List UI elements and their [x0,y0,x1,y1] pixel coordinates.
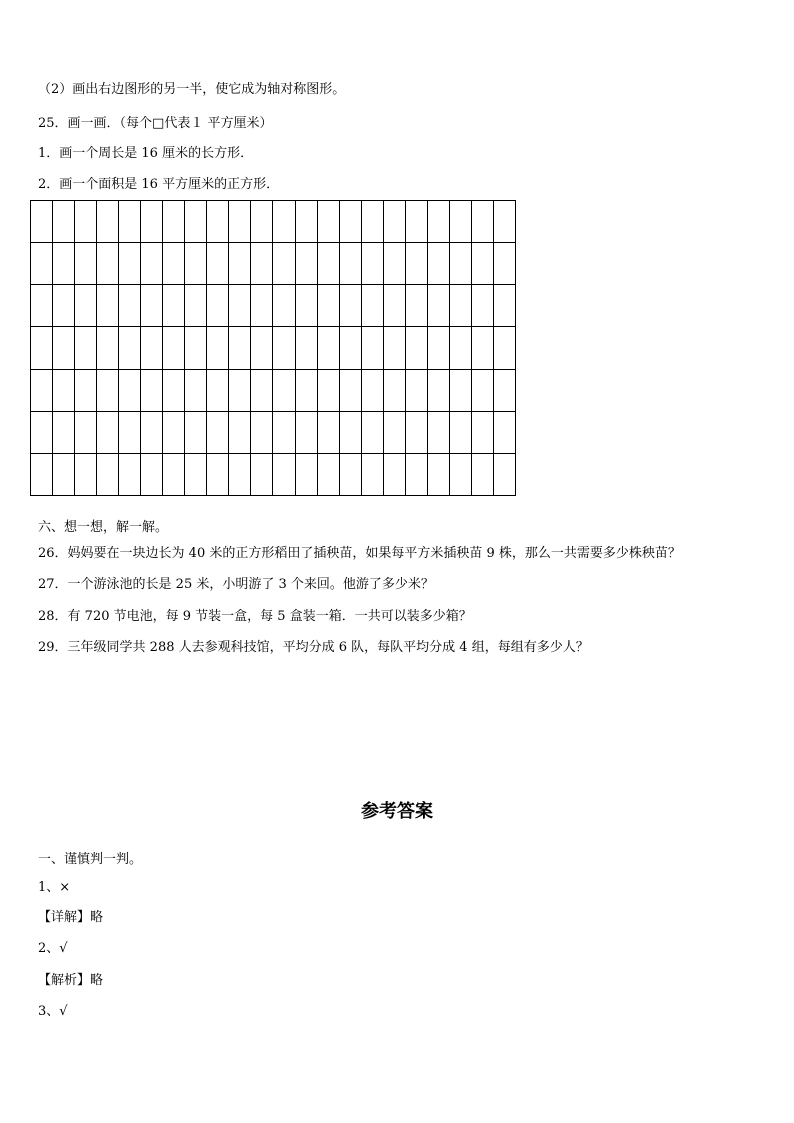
grid-cell [53,370,75,412]
grid-cell [384,243,406,285]
grid-cell [340,412,362,454]
grid-cell [141,454,163,496]
grid-cell [119,243,141,285]
grid-cell [31,327,53,369]
grid-cell [75,201,97,243]
grid-cell [207,412,229,454]
grid-cell [229,201,251,243]
grid-cell [251,201,273,243]
answer-3: 3、√ [38,1004,68,1019]
grid-cell [273,201,295,243]
grid-cell [251,454,273,496]
grid-cell [141,201,163,243]
grid-cell [472,285,494,327]
grid-cell [97,412,119,454]
grid-cell [472,327,494,369]
question-26: 26．妈妈要在一块边长为 40 米的正方形稻田了插秧苗，如果每平方米插秧苗 9 株，那么一共需要多少株秧苗？ [38,546,681,561]
answer-1-note: 【详解】略 [38,910,104,925]
grid-cell [185,412,207,454]
grid-cell [273,285,295,327]
answers-title: 参考答案 [361,801,433,822]
grid-cell [340,201,362,243]
grid-cell [141,243,163,285]
grid-cell [273,243,295,285]
grid-cell [207,243,229,285]
grid-cell [318,327,340,369]
grid-cell [296,243,318,285]
grid-cell [97,327,119,369]
grid-cell [53,285,75,327]
grid-cell [97,243,119,285]
grid-cell [163,412,185,454]
grid-cell [229,370,251,412]
question-27: 27．一个游泳池的长是 25 米，小明游了 3 个来回。他游了多少米？ [38,577,434,592]
grid-cell [340,285,362,327]
grid-cell [296,201,318,243]
grid-cell [318,412,340,454]
grid-cell [450,201,472,243]
answer-2: 2、√ [38,941,68,956]
grid-cell [362,243,384,285]
grid-cell [119,412,141,454]
answers-section-heading: 一、谨慎判一判。 [38,852,143,867]
grid-cell [384,201,406,243]
grid-cell [450,327,472,369]
grid-cell [163,370,185,412]
grid-cell [119,327,141,369]
grid-cell [75,370,97,412]
grid-cell [494,454,516,496]
grid-cell [428,454,450,496]
grid-cell [163,243,185,285]
grid-cell [318,454,340,496]
grid-cell [185,370,207,412]
grid-cell [53,412,75,454]
grid-cell [494,327,516,369]
grid-cell [141,370,163,412]
grid-cell [450,454,472,496]
grid-cell [318,201,340,243]
grid-cell [428,201,450,243]
question-24-part2: （2）画出右边图形的另一半，使它成为轴对称图形。 [38,82,346,97]
grid-cell [119,201,141,243]
grid-cell [141,285,163,327]
grid-cell [384,412,406,454]
grid-cell [296,412,318,454]
grid-cell [97,454,119,496]
grid-cell [384,327,406,369]
grid-cell [296,285,318,327]
grid-cell [296,454,318,496]
grid-cell [406,201,428,243]
grid-cell [229,285,251,327]
grid-cell [362,370,384,412]
question-25-title: 25．画一画．（每个□代表１ 平方厘米） [38,116,273,131]
grid-cell [318,370,340,412]
grid-cell [251,285,273,327]
grid-cell [406,285,428,327]
grid-cell [75,454,97,496]
grid-cell [229,243,251,285]
grid-cell [97,370,119,412]
question-28: 28．有 720 节电池，每 9 节装一盒，每 5 盒装一箱．一共可以装多少箱？ [38,609,472,624]
grid-cell [75,285,97,327]
grid-cell [207,201,229,243]
grid-cell [31,285,53,327]
grid-cell [273,412,295,454]
grid-cell [450,370,472,412]
grid-cell [340,370,362,412]
grid-cell [251,243,273,285]
grid-cell [494,285,516,327]
grid-cell [53,243,75,285]
grid-cell [75,243,97,285]
grid-cell [251,370,273,412]
answer-1: 1、× [38,880,71,895]
grid-cell [318,285,340,327]
question-25-item-1: 1．画一个周长是 16 厘米的长方形． [38,146,254,161]
answer-2-note: 【解析】略 [38,973,104,988]
grid-cell [97,201,119,243]
grid-cell [472,243,494,285]
grid-cell [163,327,185,369]
section-6-heading: 六、想一想，解一解。 [38,520,169,535]
grid-cell [362,201,384,243]
grid-cell [141,327,163,369]
grid-cell [53,327,75,369]
grid-cell [450,285,472,327]
grid-cell [163,454,185,496]
grid-cell [406,454,428,496]
grid-cell [406,243,428,285]
grid-cell [472,370,494,412]
grid-cell [362,285,384,327]
grid-cell [31,454,53,496]
grid-cell [384,370,406,412]
grid-cell [273,454,295,496]
square-grid [30,200,516,496]
grid-cell [450,412,472,454]
grid-cell [273,370,295,412]
grid-cell [31,243,53,285]
question-29: 29．三年级同学共 288 人去参观科技馆，平均分成 6 队，每队平均分成 4 组，每组有多少人？ [38,640,589,655]
grid-cell [428,285,450,327]
grid-cell [31,370,53,412]
grid-cell [141,412,163,454]
grid-cell [428,370,450,412]
grid-cell [362,412,384,454]
grid-cell [207,370,229,412]
grid-cell [428,412,450,454]
grid-cell [251,327,273,369]
grid-cell [163,201,185,243]
grid-cell [185,454,207,496]
grid-cell [31,201,53,243]
grid-cell [472,201,494,243]
grid-cell [75,412,97,454]
grid-cell [406,412,428,454]
grid-cell [185,285,207,327]
grid-cell [472,454,494,496]
grid-cell [340,327,362,369]
grid-cell [340,243,362,285]
grid-cell [428,327,450,369]
grid-cell [384,454,406,496]
grid-cell [207,454,229,496]
grid-cell [31,412,53,454]
grid-cell [406,327,428,369]
grid-cell [207,327,229,369]
grid-cell [119,370,141,412]
grid-cell [119,454,141,496]
grid-cell [207,285,229,327]
grid-cell [97,285,119,327]
grid-cell [362,454,384,496]
grid-cell [75,327,97,369]
grid-cell [384,285,406,327]
grid-cell [119,285,141,327]
grid-cell [163,285,185,327]
grid-cell [185,327,207,369]
grid-cell [318,243,340,285]
grid-cell [229,454,251,496]
grid-cell [494,243,516,285]
grid-cell [229,327,251,369]
grid-cell [428,243,450,285]
grid-cell [472,412,494,454]
grid-cell [362,327,384,369]
grid-cell [251,412,273,454]
grid-cell [494,370,516,412]
grid-cell [450,243,472,285]
grid-cell [296,327,318,369]
grid-cell [406,370,428,412]
grid-cell [494,201,516,243]
grid-cell [340,454,362,496]
grid-cell [296,370,318,412]
grid-cell [494,412,516,454]
question-25-item-2: 2．画一个面积是 16 平方厘米的正方形． [38,177,280,192]
grid-cell [185,243,207,285]
grid-cell [53,454,75,496]
grid-cell [185,201,207,243]
grid-cell [273,327,295,369]
grid-cell [53,201,75,243]
grid-cell [229,412,251,454]
